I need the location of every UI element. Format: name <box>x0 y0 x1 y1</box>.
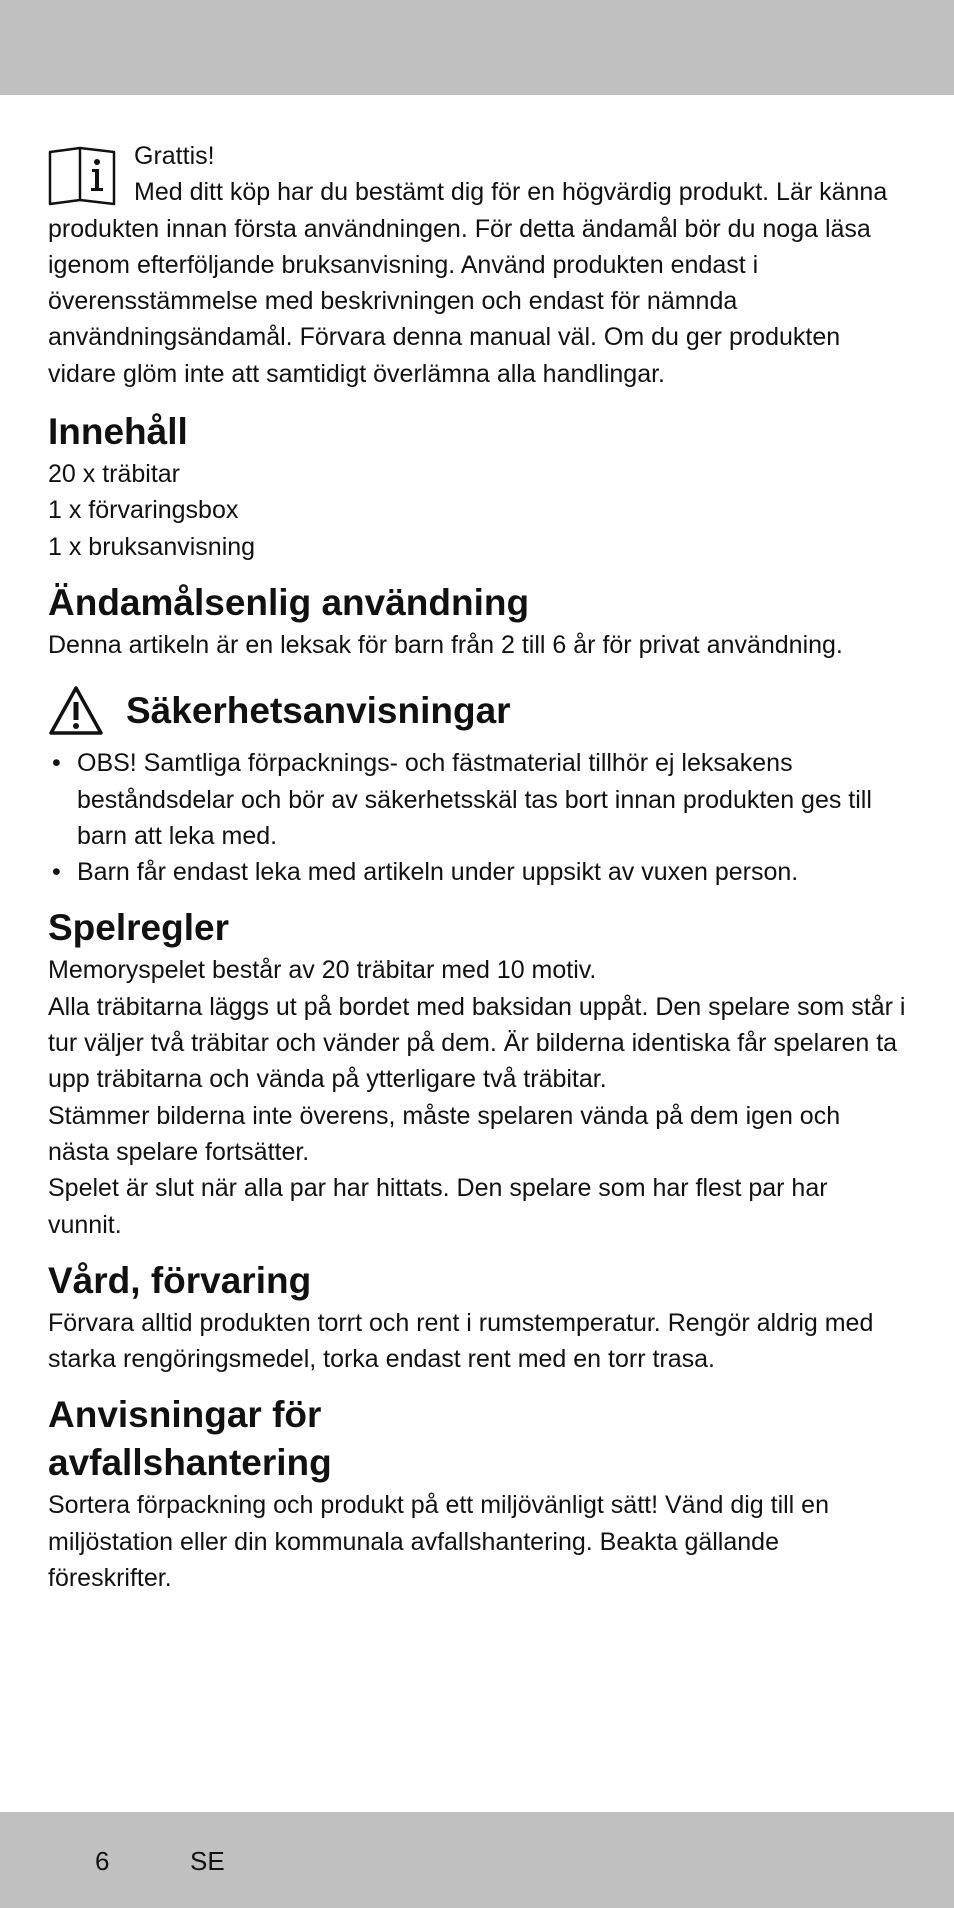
contents-list <box>48 456 908 565</box>
contents-heading: Innehåll <box>48 411 188 453</box>
safety-heading-label: Säkerhetsanvisningar <box>126 690 511 732</box>
care-text: Förvara alltid produkten torrt och rent i rumstemperatur. Rengör aldrig med starka rengöringsmedel, torka endast rent med en torr trasa. <box>48 1308 874 1374</box>
language-code: SE <box>190 1846 225 1876</box>
rules-heading: Spelregler <box>48 907 229 949</box>
intro-greeting: Grattis! <box>134 142 215 170</box>
rules-paragraph: Stämmer bilderna inte överens, måste spelaren vända på dem igen och nästa spelare fortsätter. <box>48 1101 841 1166</box>
safety-item: • OBS! Samtliga förpacknings- och fästmaterial tillhör ej leksakens beståndsdelar och bör av säkerhetsskäl tas bort innan produkten ges till barn att leka med. <box>48 745 908 854</box>
disposal-text: Sortera förpackning och produkt på ett miljövänligt sätt! Vänd dig till en miljöstation eller din kommunala avfallshantering. Beakta gällande föreskrifter. <box>48 1491 829 1593</box>
header-bar <box>0 0 954 95</box>
disposal-heading: Anvisningar för avfallshantering <box>48 1394 332 1484</box>
safety-item: • Barn får endast leka med artikeln under uppsikt av vuxen person. <box>48 854 908 890</box>
rules-paragraph: Alla träbitarna läggs ut på bordet med baksidan uppåt. Den spelare som står i tur väljer två träbitar och vänder på dem. Är bilderna identiska får spelaren ta upp träbitarna och vända på ytterligare två träbitar. <box>48 992 906 1094</box>
safety-list <box>48 745 908 890</box>
safety-heading <box>48 685 908 737</box>
rules-paragraph: Memoryspelet består av 20 träbitar med 10 motiv. <box>48 956 597 985</box>
warning-triangle-icon <box>48 685 104 737</box>
page-number: 6 <box>95 1846 110 1876</box>
intended-use-heading: Ändamålsenlig användning <box>48 581 530 623</box>
intro-text: Med ditt köp har du bestämt dig för en högvärdig produkt. Lär känna produkten innan första användningen. För detta ändamål bör du noga läsa igenom efterföljande bruksanvisning. Använd produkten endast i överensstämmelse med beskrivningen och endast för nämnda användningsändamål. Förvara denna manual väl. Om du ger produkten vidare glöm inte att samtidigt överlämna alla handlingar. <box>48 178 888 388</box>
info-book-icon <box>48 144 116 206</box>
care-heading: Vård, förvaring <box>48 1259 312 1301</box>
footer-bar <box>0 1812 954 1908</box>
contents-item: 1 x bruksanvisning <box>48 532 256 561</box>
rules-paragraph: Spelet är slut när alla par har hittats. Den spelare som har flest par har vunnit. <box>48 1174 828 1239</box>
contents-item: 1 x förvaringsbox <box>48 496 239 525</box>
contents-item: 20 x träbitar <box>48 460 181 489</box>
manual-page-content <box>48 138 908 1596</box>
intended-use-text: Denna artikeln är en leksak för barn från 2 till 6 år för privat användning. <box>48 630 843 659</box>
intro-section <box>48 138 908 392</box>
